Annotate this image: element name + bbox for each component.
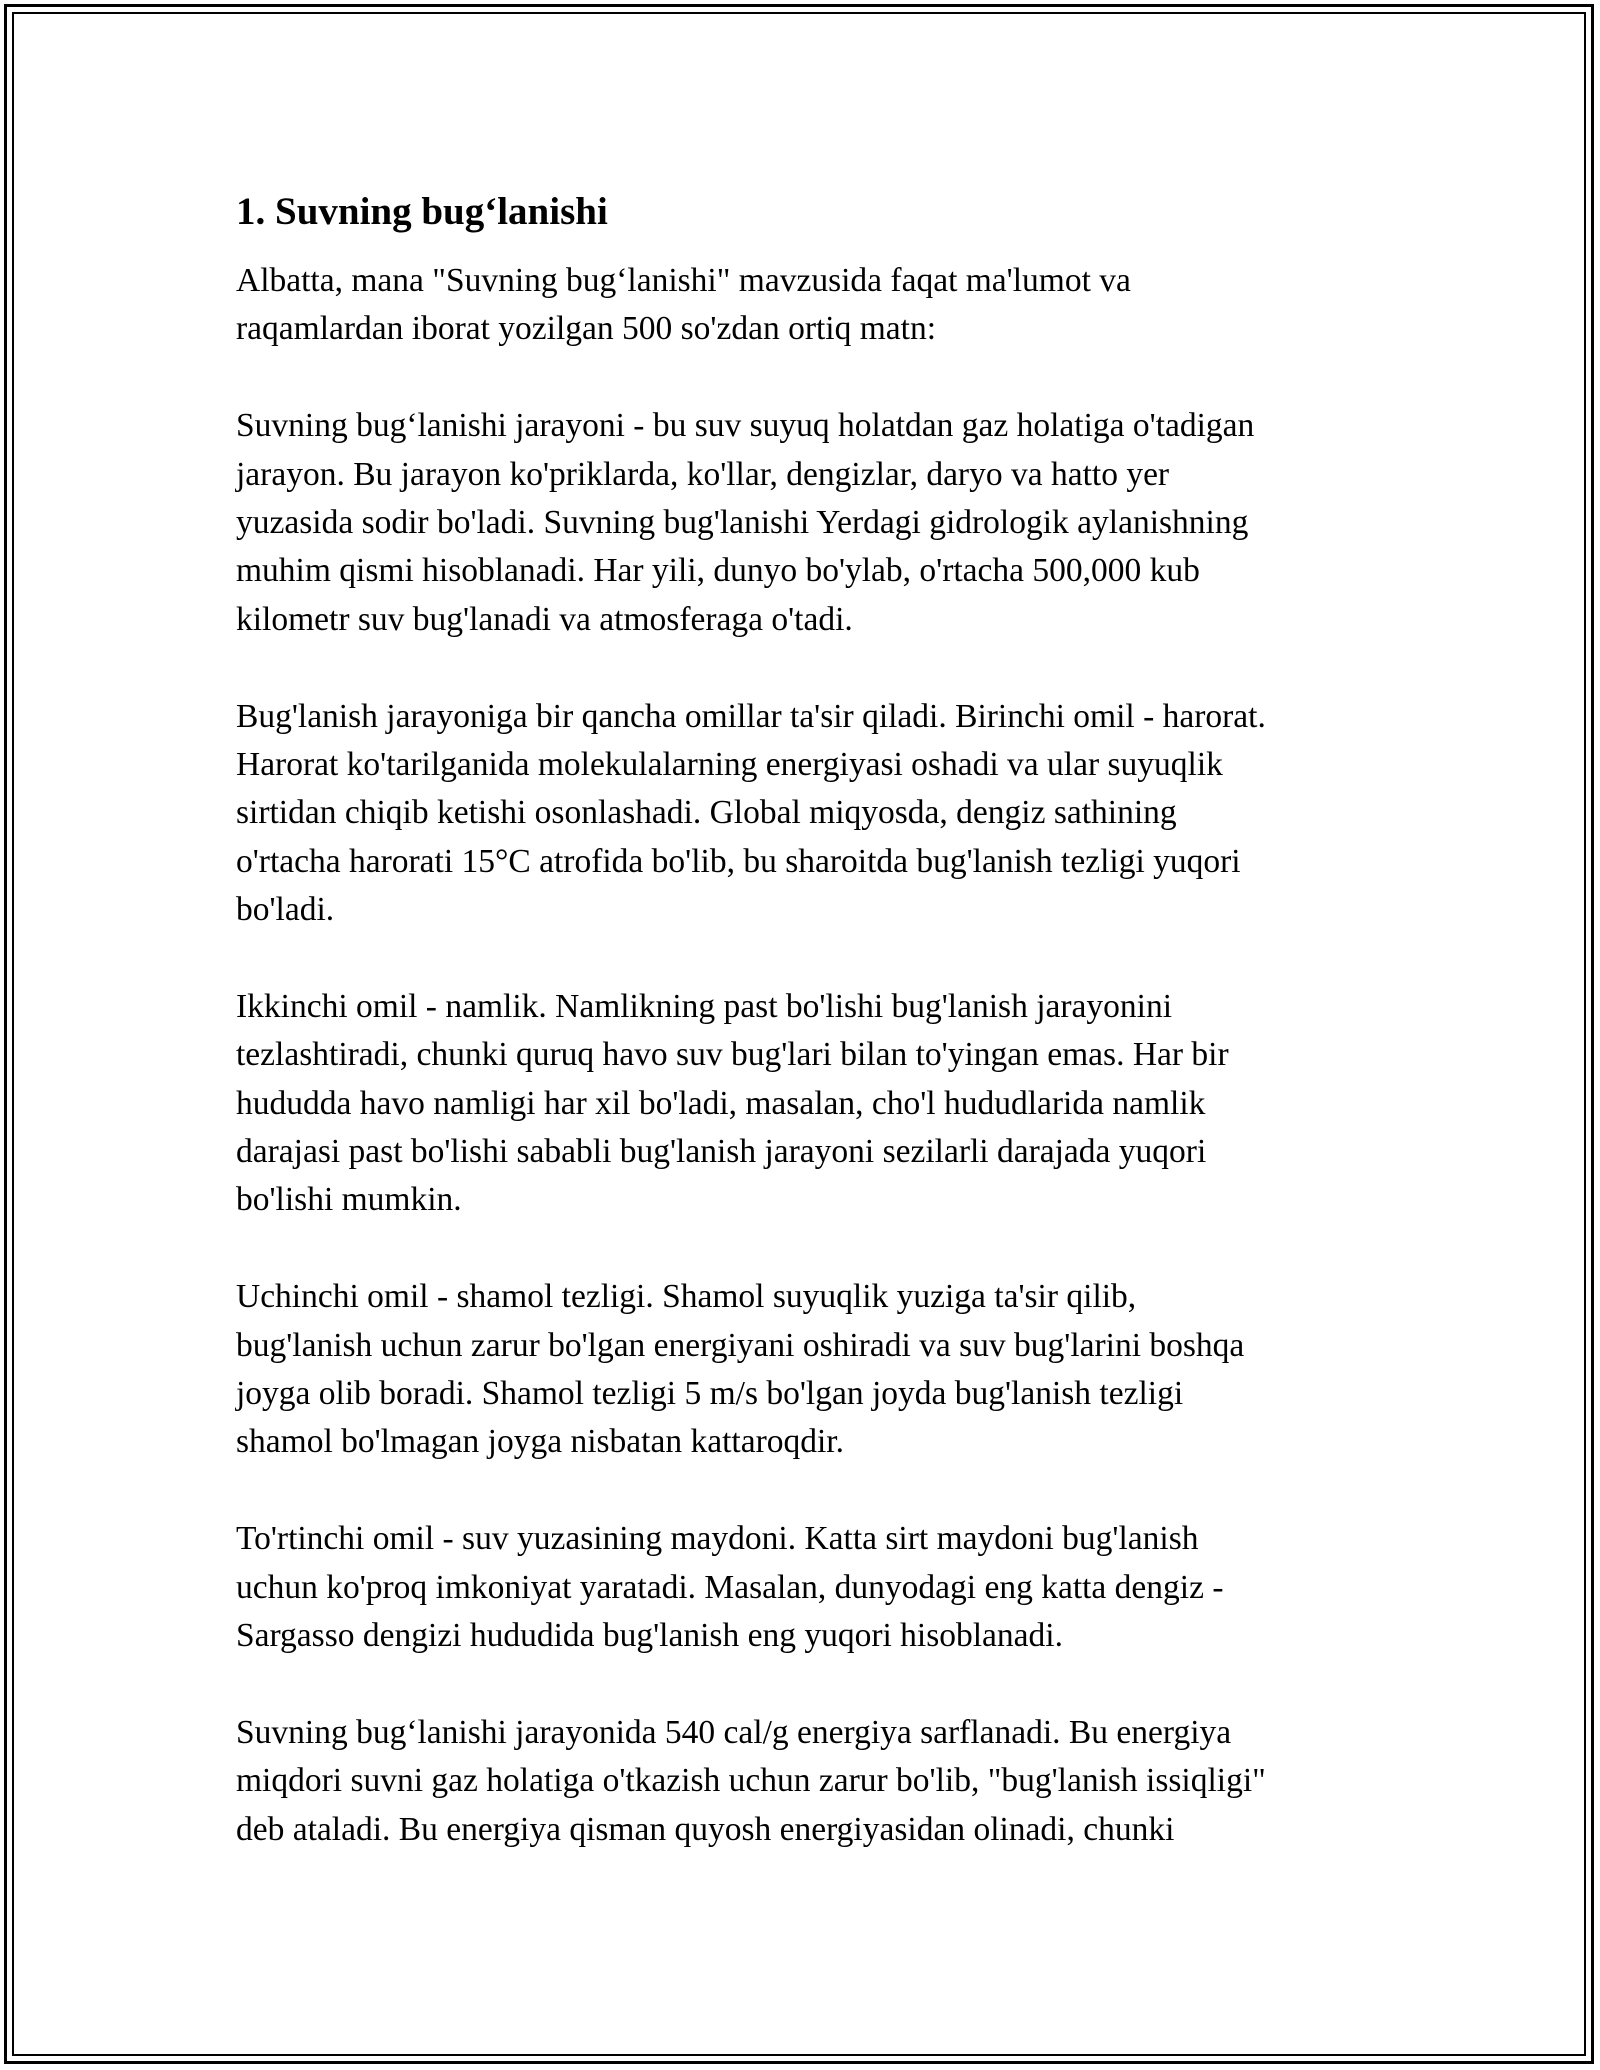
text-line: hududda havo namligi har xil bo'ladi, masalan, cho'l hududlarida namlik bbox=[236, 1084, 1206, 1122]
paragraph-spacer bbox=[236, 354, 1376, 402]
paragraph bbox=[236, 402, 1376, 644]
text-line: jarayon. Bu jarayon ko'priklarda, ko'llar, dengizlar, daryo va hatto yer bbox=[236, 455, 1170, 493]
paragraph-spacer bbox=[236, 1467, 1376, 1515]
text-line: Bug'lanish jarayoniga bir qancha omillar ta'sir qiladi. Birinchi omil - harorat. bbox=[236, 697, 1266, 735]
text-line: Uchinchi omil - shamol tezligi. Shamol suyuqlik yuziga ta'sir qilib, bbox=[236, 1278, 1137, 1316]
text-line: Suvning bug‘lanishi jarayonida 540 cal/g energiya sarflanadi. Bu energiya bbox=[236, 1713, 1232, 1751]
paragraph bbox=[236, 693, 1376, 935]
paragraph bbox=[236, 257, 1376, 354]
text-line: tezlashtiradi, chunki quruq havo suv bug'lari bilan to'yingan emas. Har bir bbox=[236, 1036, 1229, 1074]
text-line: bug'lanish uchun zarur bo'lgan energiyani oshiradi va suv bug'larini boshqa bbox=[236, 1326, 1245, 1364]
text-line: joyga olib boradi. Shamol tezligi 5 m/s bo'lgan joyda bug'lanish tezligi bbox=[236, 1374, 1184, 1412]
text-line: uchun ko'proq imkoniyat yaratadi. Masalan, dunyodagi eng katta dengiz - bbox=[236, 1568, 1224, 1606]
paragraph bbox=[236, 983, 1376, 1225]
text-line: bo'ladi. bbox=[236, 891, 335, 929]
text-line: muhim qismi hisoblanadi. Har yili, dunyo bo'ylab, o'rtacha 500,000 kub bbox=[236, 552, 1200, 590]
text-line: o'rtacha harorati 15°C atrofida bo'lib, bu sharoitda bug'lanish tezligi yuqori bbox=[236, 842, 1241, 880]
paragraph-spacer bbox=[236, 934, 1376, 982]
text-line: Albatta, mana "Suvning bug‘lanishi" mavzusida faqat ma'lumot va bbox=[236, 262, 1131, 299]
text-line: miqdori suvni gaz holatiga o'tkazish uchun zarur bo'lib, "bug'lanish issiqligi" bbox=[236, 1762, 1266, 1800]
text-line: deb ataladi. Bu energiya qisman quyosh energiyasidan olinadi, chunki bbox=[236, 1810, 1175, 1848]
paragraph-spacer bbox=[236, 1660, 1376, 1708]
text-line: kilometr suv bug'lanadi va atmosferaga o'tadi. bbox=[236, 600, 853, 638]
text-line: Harorat ko'tarilganida molekulalarning energiyasi oshadi va ular suyuqlik bbox=[236, 745, 1223, 783]
document-body bbox=[236, 186, 1376, 1854]
paragraph bbox=[236, 1273, 1376, 1467]
text-line: raqamlardan iborat yozilgan 500 so'zdan ortiq matn: bbox=[236, 310, 937, 348]
text-line: To'rtinchi omil - suv yuzasining maydoni. Katta sirt maydoni bug'lanish bbox=[236, 1520, 1199, 1558]
paragraph bbox=[236, 1709, 1376, 1854]
text-line: yuzasida sodir bo'ladi. Suvning bug'lanishi Yerdagi gidrologik aylanishning bbox=[236, 503, 1249, 541]
text-line: bo'lishi mumkin. bbox=[236, 1181, 462, 1219]
text-line: Suvning bug‘lanishi jarayoni - bu suv suyuq holatdan gaz holatiga o'tadigan bbox=[236, 407, 1255, 445]
paragraph-list bbox=[236, 257, 1376, 1854]
paragraph bbox=[236, 1515, 1376, 1660]
text-line: shamol bo'lmagan joyga nisbatan kattaroqdir. bbox=[236, 1423, 844, 1461]
paragraph-spacer bbox=[236, 644, 1376, 692]
text-line: Ikkinchi omil - namlik. Namlikning past bo'lishi bug'lanish jarayonini bbox=[236, 987, 1173, 1025]
text-line: Sargasso dengizi hududida bug'lanish eng yuqori hisoblanadi. bbox=[236, 1616, 1063, 1654]
section-heading: 1. Suvning bug‘lanishi bbox=[236, 190, 608, 233]
paragraph-spacer bbox=[236, 1225, 1376, 1273]
text-line: sirtidan chiqib ketishi osonlashadi. Global miqyosda, dengiz sathining bbox=[236, 794, 1177, 832]
text-line: darajasi past bo'lishi sababli bug'lanish jarayoni sezilarli darajada yuqori bbox=[236, 1133, 1207, 1171]
